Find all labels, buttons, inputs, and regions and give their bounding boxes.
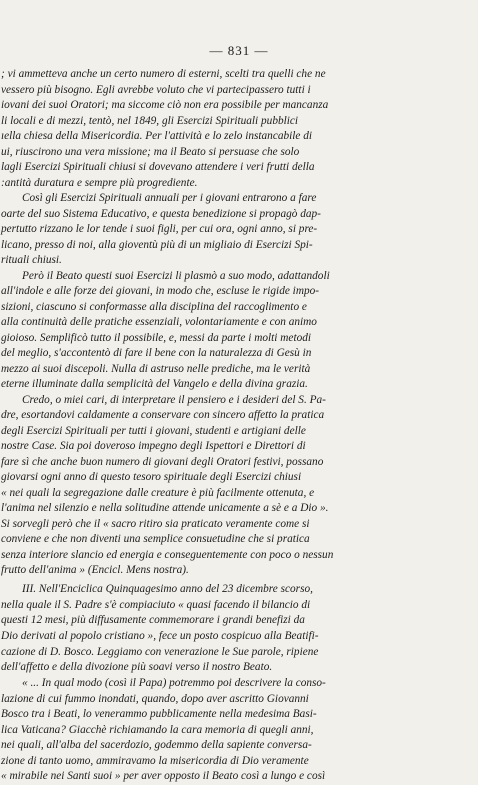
text-line: all'indole e alle forze dei giovani, in modo che, escluse le rigide impo- — [1, 285, 320, 298]
text-line: lazione di cui fummo inondati, quando, dopo aver ascritto Giovanni — [1, 692, 309, 705]
text-line: Dio derivati al popolo cristiano », fece un posto cospicuo alla Beatifi- — [1, 629, 319, 642]
text-line: l'anima nel silenzio e nella solitudine attende unicamente a sè e a Dio ». — [1, 502, 329, 515]
text-line: Si sorvegli però che il « sacro ritiro sia praticato veramente come si — [1, 517, 310, 530]
text-line: questi 12 mesi, più diffusamente commemorare i grandi benefizi da — [1, 614, 305, 627]
text-line: « ... In qual modo (così il Papa) potremmo poi descrivere la conso- — [22, 677, 326, 690]
text-line: dre, esortandovi caldamente a conservare con sincero affetto la pratica — [1, 409, 325, 422]
text-line: « nei quali la segregazione dalle creature è più facilmente ottenuta, e — [1, 486, 315, 499]
text-line: conviene e che non diventi una semplice consuetudine che si pratica — [1, 533, 310, 546]
text-line: rituali chiusi. — [1, 254, 62, 267]
text-line: nostre Case. Sia poi doveroso impegno degli Ispettori e Direttori di — [1, 440, 306, 453]
text-line: zione di tanto uomo, ammiravamo la misericordia di Dio veramente — [1, 754, 309, 767]
text-line: :antità duratura e sempre più progrediente. — [1, 176, 198, 189]
text-line: vessero più bisogno. Egli avrebbe voluto che vi partecipassero tutti i — [1, 83, 311, 96]
page-number: — 831 — — [209, 43, 269, 58]
text-line: del meglio, s'accontentò di fare il bene con la naturalezza di Gesù in — [1, 347, 312, 360]
text-line: ui, riuscirono una vera missione; ma il Beato si persuase che solo — [1, 145, 300, 158]
text-line: Credo, o miei cari, di interpretare il pensiero e i desideri del S. Pa- — [22, 393, 326, 406]
text-line: li locali e di mezzi, tentò, nel 1849, gli Esercizi Spirituali pubblici — [1, 114, 299, 127]
text-line: eterne illuminate dalla semplicità del Vangelo e della divina grazia. — [1, 378, 308, 391]
text-line: pertutto rizzano le lor tende i suoi figli, per cui ora, ogni anno, si pre- — [1, 223, 318, 236]
text-line: mezzo ai suoi discepoli. Nulla di astruso nelle prediche, ma le verità — [1, 362, 311, 375]
text-line: dell'affetto e della divozione più soavi verso il nostro Beato. — [1, 661, 273, 673]
text-line: frutto dell'anima » (Encicl. Mens nostra). — [1, 564, 189, 577]
text-line: fare sì che anche buon numero di giovani degli Oratori festivi, possano — [1, 455, 324, 468]
text-line: nella quale il S. Padre s'è compiaciuto « quasi facendo il bilancio di — [1, 598, 311, 611]
text-line: lica Vaticana? Giacchè richiamando la cara memoria di quegli anni, — [1, 723, 314, 736]
text-line: lagli Esercizi Spirituali chiusi si dovevano attendere i veri frutti della — [1, 161, 315, 174]
text-line: cazione di D. Bosco. Leggiamo con venerazione le Sue parole, ripiene — [1, 645, 319, 658]
text-line: iovani dei suoi Oratori; ma siccome ciò non era possibile per mancanza — [1, 99, 329, 112]
text-line: Però il Beato questi suoi Esercizi li plasmò a suo modo, adattandoli — [22, 269, 330, 282]
text-line: alla continuità delle pratiche essenziali, volontariamente e con animo — [1, 316, 317, 329]
text-line: oarte del suo Sistema Educativo, e questa benedizione si propagò dap- — [1, 207, 321, 220]
text-line: sizioni, ciascuno si conformasse alla disciplina del raccoglimento e — [1, 300, 307, 313]
text-line: gioioso. Semplificò tutto il possibile, e, messi da parte i molti metodi — [1, 331, 312, 344]
text-line: licano, presso di noi, alla gioventù più di un migliaio di Esercizi Spi- — [1, 238, 313, 251]
text-line: Bosco tra i Beati, lo venerammo pubblicamente nella medesima Basi- — [1, 708, 317, 721]
text-line: Così gli Esercizi Spirituali annuali per i giovani entrarono a fare — [22, 192, 317, 205]
text-line: ; vi ammetteva anche un certo numero di esterni, scelti tra quelli che ne — [1, 68, 326, 80]
text-line: giovarsi ogni anno di questo tesoro spirituale degli Esercizi chiusi — [1, 471, 302, 484]
text-line: « mirabile nei Santi suoi » per aver opposto il Beato così a lungo e così — [1, 770, 326, 783]
text-line: degli Esercizi Spirituali per tutti i giovani, studenti e artigiani delle — [1, 424, 306, 437]
text-line: III. Nell'Enciclica Quinquagesimo anno del 23 dicembre scorso, — [22, 583, 313, 596]
text-line: senza interiore slancio ed energia e conseguentemente con poco o nessun — [1, 548, 334, 561]
text-line: ıella chiesa della Misericordia. Per l'attività e lo zelo instancabile di — [1, 130, 313, 143]
text-line: nei quali, all'alba del sacerdozio, godemmo della sapiente conversa- — [1, 739, 312, 752]
